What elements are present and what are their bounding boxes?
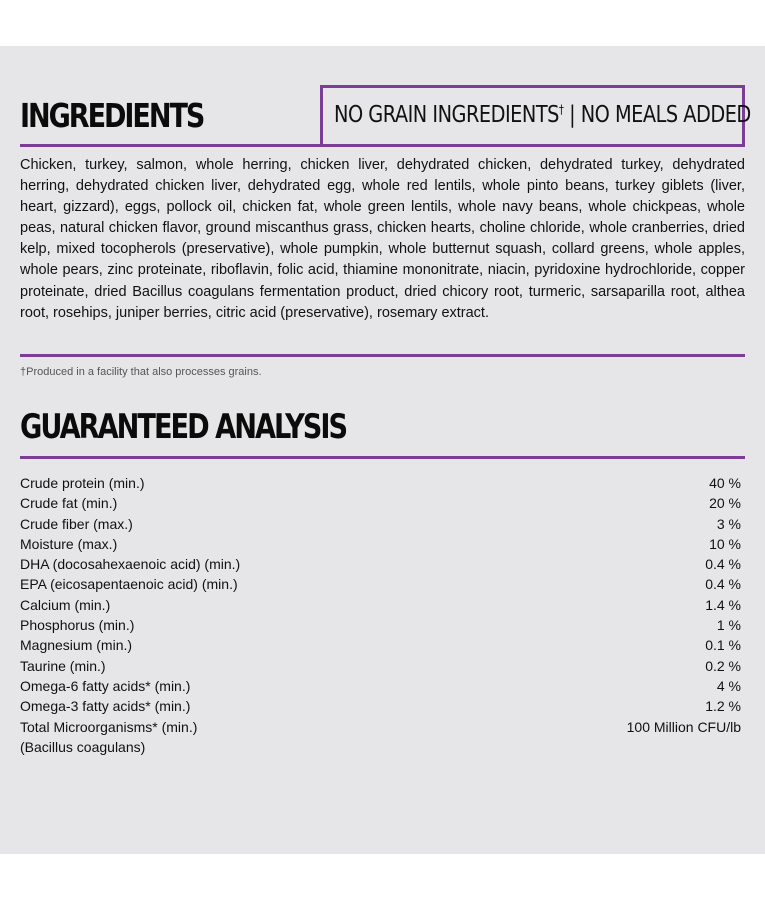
analysis-label: Crude fiber (max.) xyxy=(20,515,133,532)
analysis-value: 10 % xyxy=(709,535,741,552)
analysis-label: Moisture (max.) xyxy=(20,535,118,552)
analysis-row xyxy=(20,737,741,757)
guaranteed-analysis-heading: GUARANTEED ANALYSIS xyxy=(20,407,347,447)
analysis-row xyxy=(20,676,741,696)
analysis-value: 1.2 % xyxy=(705,698,741,715)
ingredients-heading: INGREDIENTS xyxy=(20,96,204,135)
analysis-divider xyxy=(20,456,745,459)
analysis-value: 0.4 % xyxy=(705,556,741,573)
ingredients-bottom-divider xyxy=(20,354,745,357)
analysis-row xyxy=(20,696,741,716)
analysis-row xyxy=(20,717,741,737)
analysis-value: 1 % xyxy=(716,617,741,634)
analysis-value: 40 % xyxy=(709,475,741,491)
analysis-value: 0.4 % xyxy=(705,576,741,593)
claim-text xyxy=(334,99,751,131)
analysis-row xyxy=(20,656,741,676)
analysis-value: 0.1 % xyxy=(705,637,741,654)
analysis-label: DHA (docosahexaenoic acid) (min.) xyxy=(20,556,241,573)
analysis-value: 3 % xyxy=(716,515,741,532)
analysis-value: 1.4 % xyxy=(705,596,741,613)
analysis-label: Crude fat (min.) xyxy=(20,495,118,512)
analysis-row xyxy=(20,574,741,594)
analysis-table xyxy=(20,473,741,757)
analysis-label: (Bacillus coagulans) xyxy=(20,738,146,755)
analysis-value: 100 Million CFU/lb xyxy=(626,718,741,735)
claim-suffix: | NO MEALS ADDED xyxy=(563,102,751,128)
analysis-label: Omega-3 fatty acids* (min.) xyxy=(20,698,191,715)
analysis-row xyxy=(20,595,741,615)
analysis-label: Total Microorganisms* (min.) xyxy=(20,718,198,735)
analysis-value: 4 % xyxy=(716,677,741,694)
grain-footnote: †Produced in a facility that also processes grains. xyxy=(20,366,262,378)
analysis-row xyxy=(20,635,741,655)
analysis-row xyxy=(20,473,741,493)
analysis-row xyxy=(20,514,741,534)
ingredients-list: Chicken, turkey, salmon, whole herring, chicken liver, dehydrated chicken, dehydrated turkey, dehydrated herring, dehydrated chicken liver, dehydrated egg, whole red lentils, whole pinto beans, turkey giblets (liver, heart, gizzard), eggs, pollock oil, chicken fat, whole green lentils, whole navy beans, whole chickpeas, whole peas, natural chicken flavor, ground miscanthus grass, chicken hearts, choline chloride, whole cranberries, dried kelp, mixed tocopherols (preservative), whole pumpkin, whole butternut squash, collard greens, whole apples, whole pears, zinc proteinate, riboflavin, folic acid, thiamine mononitrate, niacin, pyridoxine hydrochloride, copper proteinate, dried Bacillus coagulans fermentation product, dried chicory root, turmeric, sarsaparilla root, althea root, rosehips, juniper berries, citric acid (preservative), rosemary extract. xyxy=(20,157,745,321)
analysis-label: Phosphorus (min.) xyxy=(20,617,135,634)
claim-dagger: † xyxy=(558,102,564,117)
claim-main: NO GRAIN INGREDIENTS xyxy=(334,102,559,128)
analysis-value: 20 % xyxy=(709,495,741,512)
analysis-label: Taurine (min.) xyxy=(20,657,106,674)
analysis-value: 0.2 % xyxy=(705,657,741,674)
analysis-row xyxy=(20,493,741,513)
analysis-row xyxy=(20,554,741,574)
analysis-label: EPA (eicosapentaenoic acid) (min.) xyxy=(20,576,238,593)
analysis-row xyxy=(20,534,741,554)
ingredients-top-divider xyxy=(20,144,745,147)
analysis-label: Crude protein (min.) xyxy=(20,475,145,491)
analysis-label: Magnesium (min.) xyxy=(20,637,133,654)
analysis-label: Calcium (min.) xyxy=(20,596,111,613)
analysis-label: Omega-6 fatty acids* (min.) xyxy=(20,677,191,694)
analysis-row xyxy=(20,615,741,635)
